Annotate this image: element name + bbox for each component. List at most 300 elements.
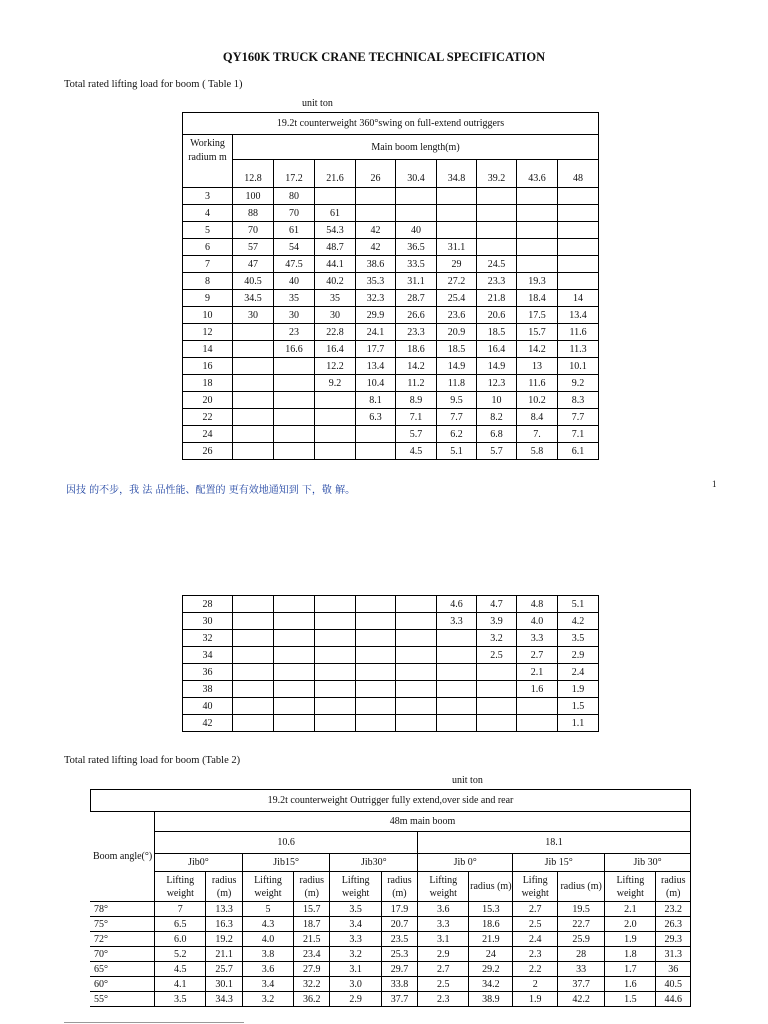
value-cell: 2.2 — [513, 962, 558, 977]
radius-cell: 20 — [183, 392, 233, 409]
radius-header: radius (m) — [469, 872, 513, 902]
value-cell: 2.7 — [513, 902, 558, 917]
load-cell: 57 — [233, 239, 274, 256]
value-cell: 21.5 — [294, 932, 330, 947]
load-cell: 12.2 — [315, 358, 356, 375]
load-cell — [517, 256, 558, 273]
load-cell — [356, 426, 396, 443]
value-cell: 4.1 — [155, 977, 206, 992]
load-cell: 38.6 — [356, 256, 396, 273]
load-cell — [396, 715, 437, 732]
load-cell: 22.8 — [315, 324, 356, 341]
table-row — [91, 992, 691, 1007]
load-cell — [437, 630, 477, 647]
load-cell: 42 — [356, 222, 396, 239]
table-row — [183, 324, 599, 341]
value-cell: 25.7 — [206, 962, 242, 977]
value-cell: 34.2 — [469, 977, 513, 992]
load-cell — [233, 409, 274, 426]
load-cell: 4.6 — [437, 596, 477, 613]
load-cell — [356, 698, 396, 715]
table2-condition: 19.2t counterweight Outrigger fully extend,over side and rear — [91, 790, 691, 812]
boom-length-cell: 39.2 — [477, 160, 517, 188]
load-cell — [315, 613, 356, 630]
value-cell: 20.7 — [381, 917, 417, 932]
load-cell — [437, 698, 477, 715]
load-cell — [396, 647, 437, 664]
table-row — [183, 443, 599, 460]
value-cell: 1.9 — [513, 992, 558, 1007]
load-cell: 2.7 — [517, 647, 558, 664]
value-cell: 4.3 — [242, 917, 293, 932]
load-cell: 8.9 — [396, 392, 437, 409]
radius-cell: 9 — [183, 290, 233, 307]
radius-cell: 8 — [183, 273, 233, 290]
load-cell — [274, 681, 315, 698]
load-cell: 44.1 — [315, 256, 356, 273]
load-cell: 27.2 — [437, 273, 477, 290]
load-cell — [274, 443, 315, 460]
boom-angle-cell: 78° — [91, 902, 155, 917]
load-cell: 3.3 — [437, 613, 477, 630]
value-cell: 3.6 — [242, 962, 293, 977]
load-cell: 2.9 — [558, 647, 599, 664]
value-cell: 22.7 — [558, 917, 605, 932]
radius-cell: 7 — [183, 256, 233, 273]
jib-length-1: 10.6 — [155, 832, 418, 854]
radius-header: Working radium m — [183, 135, 233, 188]
table-row — [183, 222, 599, 239]
load-cell — [477, 698, 517, 715]
load-cell: 4.5 — [396, 443, 437, 460]
table2-caption: Total rated lifting load for boom (Table 2) — [64, 755, 241, 766]
radius-cell: 34 — [183, 647, 233, 664]
load-cell — [437, 664, 477, 681]
load-cell: 31.1 — [437, 239, 477, 256]
table1-caption: Total rated lifting load for boom ( Table 1) — [64, 79, 243, 90]
table1-condition: 19.2t counterweight 360°swing on full-extend outriggers — [183, 113, 599, 135]
lifting-weight-header: Lifing weight — [513, 872, 558, 902]
value-cell: 3.4 — [330, 917, 381, 932]
value-cell: 16.3 — [206, 917, 242, 932]
load-cell — [274, 375, 315, 392]
load-cell — [233, 443, 274, 460]
value-cell: 32.2 — [294, 977, 330, 992]
load-cell — [517, 698, 558, 715]
load-cell: 10.1 — [558, 358, 599, 375]
load-cell: 34.5 — [233, 290, 274, 307]
load-cell: 8.2 — [477, 409, 517, 426]
value-cell: 3.3 — [330, 932, 381, 947]
boom-length-cell: 43.6 — [517, 160, 558, 188]
load-cell: 5.1 — [558, 596, 599, 613]
load-cell: 80 — [274, 188, 315, 205]
value-cell: 23.4 — [294, 947, 330, 962]
value-cell: 28 — [558, 947, 605, 962]
load-cell — [356, 188, 396, 205]
load-cell: 25.4 — [437, 290, 477, 307]
value-cell: 24 — [469, 947, 513, 962]
load-cell: 4.8 — [517, 596, 558, 613]
table-row — [183, 426, 599, 443]
load-cell — [356, 613, 396, 630]
load-cell — [274, 630, 315, 647]
value-cell: 18.6 — [469, 917, 513, 932]
value-cell: 6.0 — [155, 932, 206, 947]
table-row — [183, 256, 599, 273]
value-cell: 3.8 — [242, 947, 293, 962]
load-cell: 10.4 — [356, 375, 396, 392]
load-cell: 17.7 — [356, 341, 396, 358]
value-cell: 34.3 — [206, 992, 242, 1007]
load-cell — [477, 222, 517, 239]
radius-cell: 4 — [183, 205, 233, 222]
value-cell: 1.7 — [605, 962, 656, 977]
load-cell: 11.6 — [517, 375, 558, 392]
load-cell — [396, 596, 437, 613]
table-row — [91, 947, 691, 962]
load-cell — [517, 239, 558, 256]
value-cell: 36.2 — [294, 992, 330, 1007]
load-cell: 29.9 — [356, 307, 396, 324]
load-cell: 70 — [233, 222, 274, 239]
table-row — [183, 188, 599, 205]
boom-angle-cell: 72° — [91, 932, 155, 947]
boom-angle-header — [91, 812, 155, 902]
load-cell — [396, 698, 437, 715]
load-cell: 18.6 — [396, 341, 437, 358]
load-cell — [315, 392, 356, 409]
load-cell — [233, 358, 274, 375]
lifting-weight-header: Lifting weight — [155, 872, 206, 902]
radius-cell: 6 — [183, 239, 233, 256]
load-cell: 3.2 — [477, 630, 517, 647]
load-cell: 61 — [274, 222, 315, 239]
value-cell: 2.3 — [418, 992, 469, 1007]
value-cell: 2.4 — [513, 932, 558, 947]
load-cell: 2.4 — [558, 664, 599, 681]
value-cell: 29.7 — [381, 962, 417, 977]
value-cell: 25.3 — [381, 947, 417, 962]
load-cell: 9.5 — [437, 392, 477, 409]
boom-length-header: Main boom length(m) — [233, 135, 599, 160]
radius-header: radius (m) — [206, 872, 242, 902]
load-cell: 3.9 — [477, 613, 517, 630]
load-cell — [315, 698, 356, 715]
load-cell — [477, 239, 517, 256]
boom-length-cell: 34.8 — [437, 160, 477, 188]
load-cell — [233, 375, 274, 392]
load-cell: 48.7 — [315, 239, 356, 256]
value-cell: 2.0 — [605, 917, 656, 932]
table-row — [91, 917, 691, 932]
load-cell: 20.6 — [477, 307, 517, 324]
value-cell: 29.3 — [656, 932, 691, 947]
value-cell: 21.9 — [469, 932, 513, 947]
radius-cell: 26 — [183, 443, 233, 460]
load-cell: 40 — [396, 222, 437, 239]
load-cell — [274, 664, 315, 681]
load-cell: 14.9 — [477, 358, 517, 375]
load-cell — [356, 681, 396, 698]
load-cell: 11.3 — [558, 341, 599, 358]
table-row — [91, 932, 691, 947]
load-cell — [517, 188, 558, 205]
load-cell: 61 — [315, 205, 356, 222]
load-cell: 10 — [477, 392, 517, 409]
main-boom-header: 48m main boom — [155, 812, 691, 832]
value-cell: 31.3 — [656, 947, 691, 962]
load-cell — [315, 681, 356, 698]
load-cell: 9.2 — [315, 375, 356, 392]
load-cell — [477, 205, 517, 222]
load-cell: 30 — [315, 307, 356, 324]
table-row — [183, 341, 599, 358]
load-cell — [517, 205, 558, 222]
table-row — [183, 698, 599, 715]
value-cell: 26.3 — [656, 917, 691, 932]
load-cell: 29 — [437, 256, 477, 273]
value-cell: 38.9 — [469, 992, 513, 1007]
table-row — [183, 613, 599, 630]
value-cell: 19.2 — [206, 932, 242, 947]
value-cell: 2.5 — [418, 977, 469, 992]
jib-angle-header: Jib 0° — [418, 854, 513, 872]
load-cell — [356, 443, 396, 460]
load-cell: 23.6 — [437, 307, 477, 324]
table-row — [183, 290, 599, 307]
radius-cell: 5 — [183, 222, 233, 239]
load-cell — [315, 409, 356, 426]
load-cell — [558, 239, 599, 256]
load-cell: 23.3 — [477, 273, 517, 290]
load-cell: 40 — [274, 273, 315, 290]
lifting-weight-header: Lifting weight — [330, 872, 381, 902]
jib-angle-header: Jib0° — [155, 854, 243, 872]
load-cell — [437, 681, 477, 698]
load-cell — [356, 205, 396, 222]
load-cell — [274, 392, 315, 409]
load-cell — [477, 188, 517, 205]
boom-angle-cell: 70° — [91, 947, 155, 962]
table-row — [183, 307, 599, 324]
jib-angle-header: Jib15° — [242, 854, 330, 872]
load-cell: 6.2 — [437, 426, 477, 443]
load-cell: 47.5 — [274, 256, 315, 273]
load-cell — [437, 188, 477, 205]
value-cell: 2 — [513, 977, 558, 992]
jib-angle-header: Jib 15° — [513, 854, 605, 872]
jib-angle-header: Jib 30° — [605, 854, 691, 872]
load-cell: 18.5 — [437, 341, 477, 358]
load-cell: 13.4 — [356, 358, 396, 375]
value-cell: 1.5 — [605, 992, 656, 1007]
load-cell: 100 — [233, 188, 274, 205]
load-cell: 26.6 — [396, 307, 437, 324]
radius-header: radius (m) — [656, 872, 691, 902]
table-row — [183, 715, 599, 732]
load-cell: 12.3 — [477, 375, 517, 392]
radius-cell: 36 — [183, 664, 233, 681]
value-cell: 2.9 — [330, 992, 381, 1007]
boom-length-cell: 30.4 — [396, 160, 437, 188]
radius-header: radius (m) — [558, 872, 605, 902]
radius-header: radius (m) — [294, 872, 330, 902]
radius-cell: 24 — [183, 426, 233, 443]
value-cell: 33.8 — [381, 977, 417, 992]
load-cell: 20.9 — [437, 324, 477, 341]
value-cell: 42.2 — [558, 992, 605, 1007]
load-cell — [274, 698, 315, 715]
load-cell — [477, 715, 517, 732]
load-cell: 5.7 — [396, 426, 437, 443]
table2-unit: unit ton — [452, 775, 483, 786]
load-cell — [315, 664, 356, 681]
radius-cell: 32 — [183, 630, 233, 647]
radius-cell: 22 — [183, 409, 233, 426]
load-cell — [517, 222, 558, 239]
load-cell: 11.8 — [437, 375, 477, 392]
table-row — [183, 630, 599, 647]
value-cell: 3.5 — [330, 902, 381, 917]
lifting-weight-header: Lifting weight — [605, 872, 656, 902]
load-cell: 88 — [233, 205, 274, 222]
load-cell: 8.1 — [356, 392, 396, 409]
value-cell: 19.5 — [558, 902, 605, 917]
table-row — [183, 681, 599, 698]
boom-angle-cell: 65° — [91, 962, 155, 977]
boom-length-cell: 26 — [356, 160, 396, 188]
radius-cell: 3 — [183, 188, 233, 205]
value-cell: 4.0 — [242, 932, 293, 947]
value-cell: 37.7 — [381, 992, 417, 1007]
value-cell: 5.2 — [155, 947, 206, 962]
table-row — [183, 664, 599, 681]
load-cell — [315, 630, 356, 647]
load-cell: 33.5 — [396, 256, 437, 273]
value-cell: 1.9 — [605, 932, 656, 947]
translation-note: 因技 的不步，我 法 品性能、配置的 更有效地通知到 下，敬 解。 — [66, 485, 356, 496]
load-cell — [315, 188, 356, 205]
load-cell — [396, 630, 437, 647]
boom-angle-cell: 75° — [91, 917, 155, 932]
load-cell — [558, 256, 599, 273]
load-cell: 24.5 — [477, 256, 517, 273]
radius-cell: 16 — [183, 358, 233, 375]
load-cell — [315, 443, 356, 460]
load-cell: 9.2 — [558, 375, 599, 392]
value-cell: 15.3 — [469, 902, 513, 917]
load-cell: 70 — [274, 205, 315, 222]
value-cell: 3.1 — [330, 962, 381, 977]
load-cell: 2.5 — [477, 647, 517, 664]
boom-length-cell: 17.2 — [274, 160, 315, 188]
load-cell: 7.1 — [396, 409, 437, 426]
load-cell — [274, 596, 315, 613]
value-cell: 3.1 — [418, 932, 469, 947]
value-cell: 3.5 — [155, 992, 206, 1007]
load-cell — [233, 715, 274, 732]
load-cell — [274, 358, 315, 375]
value-cell: 36 — [656, 962, 691, 977]
value-cell: 2.7 — [418, 962, 469, 977]
boom-length-cell: 21.6 — [315, 160, 356, 188]
radius-cell: 12 — [183, 324, 233, 341]
load-cell: 6.8 — [477, 426, 517, 443]
value-cell: 2.1 — [605, 902, 656, 917]
load-cell — [517, 715, 558, 732]
load-cell — [396, 205, 437, 222]
table1 — [182, 112, 599, 460]
value-cell: 3.3 — [418, 917, 469, 932]
load-cell — [233, 664, 274, 681]
load-cell: 42 — [356, 239, 396, 256]
load-cell: 18.4 — [517, 290, 558, 307]
boom-length-cell: 12.8 — [233, 160, 274, 188]
value-cell: 13.3 — [206, 902, 242, 917]
load-cell — [477, 664, 517, 681]
value-cell: 17.9 — [381, 902, 417, 917]
load-cell: 11.6 — [558, 324, 599, 341]
load-cell — [437, 222, 477, 239]
table-row — [91, 902, 691, 917]
table-row — [183, 392, 599, 409]
lifting-weight-header: Lifting weight — [242, 872, 293, 902]
value-cell: 37.7 — [558, 977, 605, 992]
value-cell: 1.8 — [605, 947, 656, 962]
load-cell: 19.3 — [517, 273, 558, 290]
load-cell: 30 — [233, 307, 274, 324]
radius-cell: 40 — [183, 698, 233, 715]
radius-cell: 42 — [183, 715, 233, 732]
load-cell: 36.5 — [396, 239, 437, 256]
load-cell — [477, 681, 517, 698]
load-cell — [233, 596, 274, 613]
load-cell: 7.7 — [437, 409, 477, 426]
load-cell — [315, 596, 356, 613]
load-cell — [233, 426, 274, 443]
value-cell: 15.7 — [294, 902, 330, 917]
jib-length-2: 18.1 — [418, 832, 691, 854]
table-row — [91, 962, 691, 977]
jib-angle-header: Jib30° — [330, 854, 418, 872]
load-cell: 7. — [517, 426, 558, 443]
value-cell: 25.9 — [558, 932, 605, 947]
load-cell — [396, 664, 437, 681]
load-cell: 14 — [558, 290, 599, 307]
load-cell: 5.1 — [437, 443, 477, 460]
value-cell: 6.5 — [155, 917, 206, 932]
load-cell — [233, 681, 274, 698]
load-cell — [396, 681, 437, 698]
load-cell — [233, 341, 274, 358]
radius-cell: 30 — [183, 613, 233, 630]
load-cell — [233, 392, 274, 409]
load-cell — [356, 664, 396, 681]
boom-angle-cell: 60° — [91, 977, 155, 992]
load-cell: 10.2 — [517, 392, 558, 409]
load-cell — [233, 630, 274, 647]
load-cell: 30 — [274, 307, 315, 324]
value-cell: 5 — [242, 902, 293, 917]
load-cell: 1.1 — [558, 715, 599, 732]
radius-cell: 14 — [183, 341, 233, 358]
load-cell — [315, 715, 356, 732]
value-cell: 3.2 — [242, 992, 293, 1007]
value-cell: 2.9 — [418, 947, 469, 962]
load-cell — [356, 630, 396, 647]
value-cell: 30.1 — [206, 977, 242, 992]
